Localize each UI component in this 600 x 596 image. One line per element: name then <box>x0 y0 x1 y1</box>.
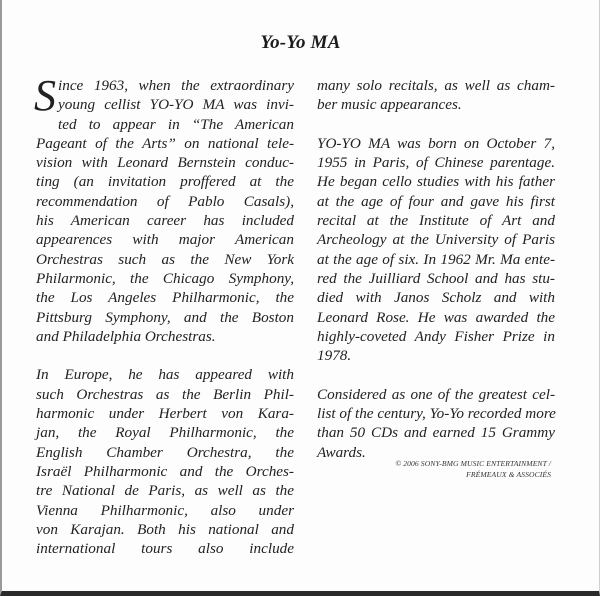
text-line: Philarmonic, the Chicago Symphony, <box>36 269 294 287</box>
publisher-line: FRÉMEAUX & ASSOCIÉS <box>466 470 551 479</box>
paragraph-legacy <box>317 385 555 462</box>
text-line: ber music appearances. <box>317 96 462 114</box>
text-line: English Chamber Orchestra, the <box>36 443 294 461</box>
text-line: his American career has included <box>36 212 294 230</box>
text-line: recommendation of Pablo Casals), <box>36 192 294 210</box>
text-line: young cellist YO-YO MA was invi- <box>58 96 294 114</box>
drop-cap: S <box>34 71 56 120</box>
text-line: ted to appear in “The American <box>58 115 294 133</box>
text-line: such Orchestras as the Berlin Phil- <box>36 385 294 403</box>
text-line: Israël Philharmonic and the Orches- <box>36 462 294 480</box>
text-line: red the Juilliard School and has stu- <box>317 269 555 287</box>
copyright-line: © 2006 SONY-BMG MUSIC ENTERTAINMENT / <box>395 459 551 468</box>
text-line: the Los Angeles Philharmonic, the <box>36 289 294 307</box>
text-line: von Karajan. Both his national and <box>36 520 294 538</box>
text-line: Vienna Philharmonic, also under <box>36 501 294 519</box>
text-line: Pittsburg Symphony, and the Boston <box>36 308 294 326</box>
text-line: many solo recitals, as well as cham- <box>317 77 555 94</box>
text-line: Archeology at the University of Paris <box>317 231 555 249</box>
left-column <box>34 71 294 578</box>
text-line: than 50 CDs and earned 15 Grammy <box>317 424 555 442</box>
paragraph-career-america <box>34 71 294 346</box>
text-line: and Philadelphia Orchestras. <box>36 327 216 345</box>
text-line: In Europe, he has appeared with <box>36 366 294 384</box>
text-line: Orchestras such as the New York <box>36 250 294 268</box>
text-line: ince 1963, when the extraordinary <box>58 77 294 94</box>
page-title: Yo-Yo MA <box>260 32 341 53</box>
right-column <box>317 76 555 481</box>
paragraph-recitals <box>317 76 555 115</box>
text-line: at the age of six. In 1962 Mr. Ma ente- <box>317 250 555 268</box>
text-line: He began cello studies with his father <box>317 173 555 191</box>
paragraph-career-europe <box>36 365 294 558</box>
text-line: ting (an invitation proffered at the <box>36 173 294 191</box>
text-line: 1978. <box>317 347 352 365</box>
text-line: international tours also include <box>36 540 294 558</box>
text-line: Awards. <box>317 443 366 461</box>
text-line: Considered as one of the greatest cel- <box>317 385 555 403</box>
text-line: jan, the Royal Philharmonic, the <box>36 424 294 442</box>
paragraph-biography <box>317 134 555 366</box>
text-line: vision with Leonard Bernstein conduc- <box>36 154 294 172</box>
text-line: recital at the Institute of Art and <box>317 212 555 230</box>
text-line: appearences with major American <box>36 231 294 249</box>
text-line: 1955 in Paris, of Chinese parentage. <box>317 154 555 172</box>
text-line: Leonard Rose. He was awarded the <box>317 308 555 326</box>
text-line: highly-coveted Andy Fisher Prize in <box>317 327 555 345</box>
text-line: tre National de Paris, as well as the <box>36 482 294 500</box>
text-line: died with Janos Scholz and with <box>317 289 555 307</box>
text-line: list of the century, Yo-Yo recorded more <box>317 405 556 423</box>
text-line: harmonic under Herbert von Kara- <box>36 405 294 423</box>
text-line: Pageant of the Arts” on national tele- <box>36 134 294 152</box>
copyright-credits <box>395 458 551 480</box>
text-line: YO-YO MA was born on October 7, <box>317 134 555 152</box>
text-line: at the age of four and gave his first <box>317 192 555 210</box>
